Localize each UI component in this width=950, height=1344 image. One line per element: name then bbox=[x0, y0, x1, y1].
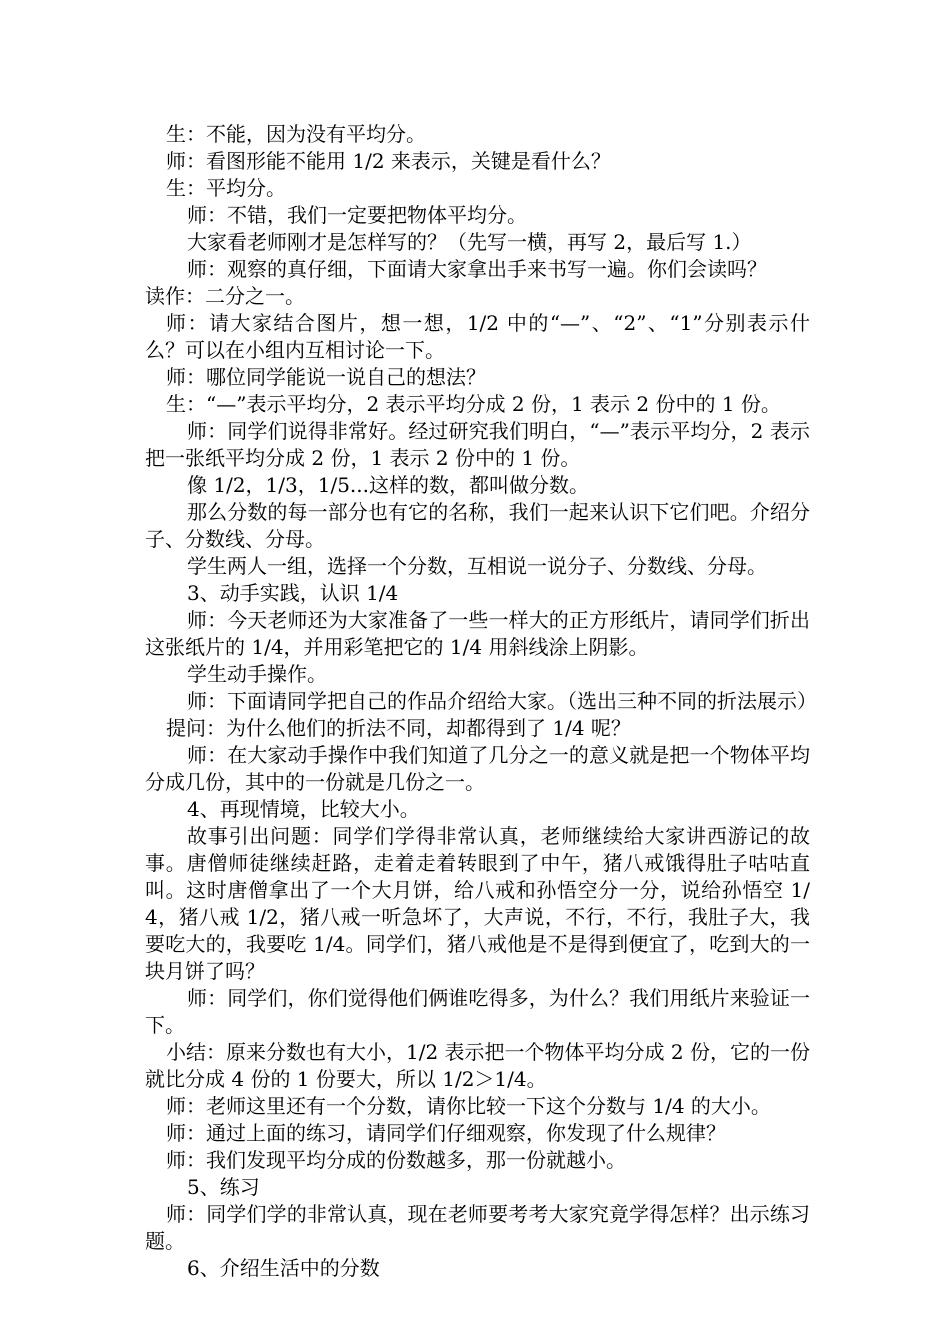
paragraph: 故事引出问题：同学们学得非常认真，老师继续给大家讲西游记的故事。唐僧师徒继续赶路，走着走着转眼到了中午，猪八戒饿得肚子咕咕直叫。这时唐僧拿出了一个大月饼，给八戒和孙悟空分一分，说给孙悟空 1/4，猪八戒 1/2，猪八戒一听急坏了，大声说，不行，不行，我肚子大，我要吃大的，我要吃 1/4。同学们，猪八戒他是不是得到便宜了，吃到大的一块月饼了吗？ bbox=[145, 824, 810, 983]
paragraph: 师：我们发现平均分成的份数越多，那一份就越小。 bbox=[166, 1148, 626, 1172]
paragraph: 师：同学们说得非常好。经过研究我们明白，“—”表示平均分，2 表示把一张纸平均分成 2 份，1 表示 2 份中的 1 份。 bbox=[145, 419, 810, 470]
paragraph: 学生两人一组，选择一个分数，互相说一说分子、分数线、分母。 bbox=[187, 554, 767, 578]
paragraph: 小结：原来分数也有大小，1/2 表示把一个物体平均分成 2 份，它的一份就比分成 4 份的 1 份要大，所以 1/2＞1/4。 bbox=[145, 1040, 810, 1091]
paragraph: 像 1/2，1/3，1/5...这样的数，都叫做分数。 bbox=[187, 473, 589, 497]
paragraph: 师：下面请同学把自己的作品介绍给大家。（选出三种不同的折法展示） bbox=[187, 689, 817, 713]
paragraph: 师：同学们学的非常认真，现在老师要考考大家究竟学得怎样？出示练习题。 bbox=[145, 1202, 810, 1253]
paragraph: 大家看老师刚才是怎样写的？（先写一横，再写 2，最后写 1.） bbox=[187, 230, 752, 254]
paragraph: 读作：二分之一。 bbox=[145, 284, 305, 308]
paragraph: 师：通过上面的练习，请同学们仔细观察，你发现了什么规律？ bbox=[166, 1121, 726, 1145]
paragraph: 那么分数的每一部分也有它的名称，我们一起来认识下它们吧。介绍分子、分数线、分母。 bbox=[145, 500, 810, 551]
paragraph: 师：同学们，你们觉得他们俩谁吃得多，为什么？我们用纸片来验证一下。 bbox=[145, 986, 810, 1037]
paragraph: 师：请大家结合图片，想一想，1/2 中的“—”、“2”、“1”分别表示什么？可以在小组内互相讨论一下。 bbox=[145, 311, 810, 362]
paragraph: 师：在大家动手操作中我们知道了几分之一的意义就是把一个物体平均分成几份，其中的一份就是几份之一。 bbox=[145, 743, 810, 794]
document-body bbox=[145, 121, 817, 1282]
paragraph: 4、再现情境，比较大小。 bbox=[187, 797, 420, 821]
paragraph: 6、介绍生活中的分数 bbox=[187, 1256, 380, 1280]
paragraph: 5、练习 bbox=[187, 1175, 260, 1199]
paragraph: 3、动手实践，认识 1/4 bbox=[187, 581, 399, 605]
paragraph: 师：今天老师还为大家准备了一些一样大的正方形纸片，请同学们折出这张纸片的 1/4，并用彩笔把它的 1/4 用斜线涂上阴影。 bbox=[145, 608, 810, 659]
paragraph: 师：观察的真仔细，下面请大家拿出手来书写一遍。你们会读吗？ bbox=[187, 257, 767, 281]
paragraph: 师：不错，我们一定要把物体平均分。 bbox=[187, 203, 527, 227]
paragraph: 生：平均分。 bbox=[166, 176, 286, 200]
paragraph: 师：哪位同学能说一说自己的想法？ bbox=[166, 365, 486, 389]
paragraph: 提问：为什么他们的折法不同，却都得到了 1/4 呢？ bbox=[166, 716, 631, 740]
paragraph: 学生动手操作。 bbox=[187, 662, 327, 686]
paragraph: 生：不能，因为没有平均分。 bbox=[166, 122, 426, 146]
paragraph: 生：“—”表示平均分，2 表示平均分成 2 份，1 表示 2 份中的 1 份。 bbox=[166, 392, 781, 416]
paragraph: 师：老师这里还有一个分数，请你比较一下这个分数与 1/4 的大小。 bbox=[166, 1094, 771, 1118]
paragraph: 师：看图形能不能用 1/2 来表示，关键是看什么？ bbox=[166, 149, 611, 173]
